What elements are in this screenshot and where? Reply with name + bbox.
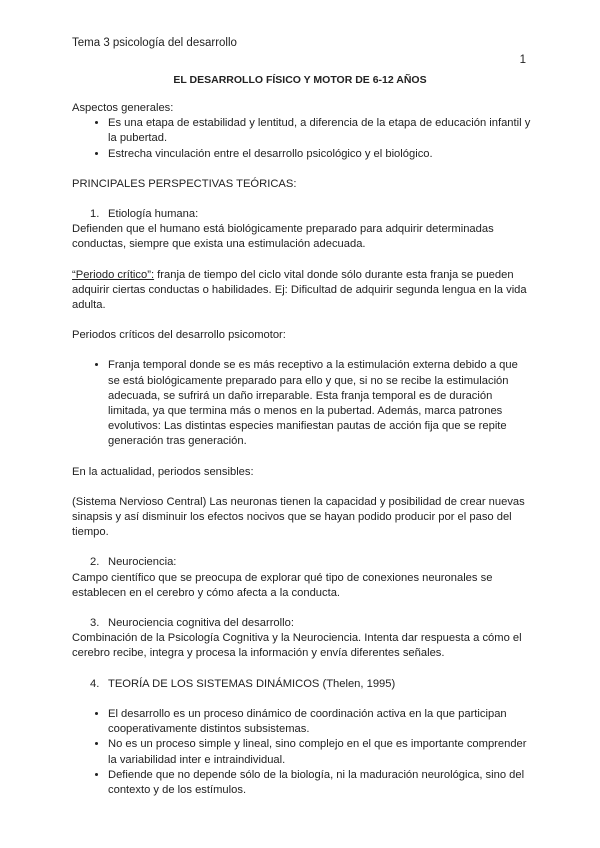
general-bullet-list: [72, 116, 531, 162]
section-number: 4.: [90, 677, 100, 690]
section-number: 2.: [90, 556, 100, 569]
neuro-cognitiva-text: Combinación de la Psicología Cognitiva y la Neurociencia. Intenta dar respuesta a cómo el cerebro recibe, integra y procesa la información y envía diferentes señales.: [72, 632, 522, 660]
section-number: 3.: [90, 617, 100, 630]
psicomotor-bullet-list: [72, 358, 531, 449]
general-heading: Aspectos generales:: [72, 102, 174, 114]
section-neurociencia-heading: [72, 555, 531, 570]
list-item: • Estrecha vinculación entre el desarrollo psicológico y el biológico.: [108, 147, 531, 162]
section-label: Etiología humana:: [108, 208, 199, 221]
psicomotor-heading: Periodos críticos del desarrollo psicomotor:: [72, 329, 286, 342]
neurociencia-text: Campo científico que se preocupa de explorar qué tipo de conexiones neuronales se establecen en el cerebro y cómo afecta a la conducta.: [72, 571, 493, 599]
section-label: Neurociencia:: [108, 556, 177, 569]
sensibles-heading: En la actualidad, periodos sensibles:: [72, 465, 254, 478]
section-neuro-cognitiva-heading: [72, 616, 531, 631]
section-label: Neurociencia cognitiva del desarrollo:: [108, 617, 294, 630]
list-item: • Defiende que no depende sólo de la biología, ni la maduración neurológica, sino del contexto y de los estímulos.: [108, 768, 531, 798]
section-etologia-heading: [72, 207, 531, 222]
sensibles-text: (Sistema Nervioso Central) Las neuronas tienen la capacidad y posibilidad de crear nuevas sinapsis y así disminuir los efectos nocivos que se hayan podido producir por el paso del tiempo.: [72, 495, 525, 539]
perspectives-heading: PRINCIPALES PERSPECTIVAS TEÓRICAS:: [72, 177, 297, 190]
sistemas-bullet-list: [72, 707, 531, 798]
list-item: • El desarrollo es un proceso dinámico de coordinación activa en la que participan cooperativamente distintos subsistemas.: [108, 707, 531, 737]
periodo-critico-paragraph: [72, 268, 531, 314]
page-header: Tema 3 psicología del desarrollo: [72, 37, 237, 49]
page-number: 1: [519, 54, 526, 66]
section-sistemas-heading: [72, 677, 531, 692]
list-item: • No es un proceso simple y lineal, sino complejo en el que es importante comprender la variabilidad inter e intraindividual.: [108, 737, 531, 767]
section-number: 1.: [90, 208, 100, 221]
etologia-text: Defienden que el humano está biológicamente preparado para adquirir determinadas conductas, siempre que exista una estimulación adecuada.: [72, 223, 494, 251]
periodo-critico-text: franja de tiempo del ciclo vital donde sólo durante esta franja se pueden adquirir ciertas conductas o habilidades. Ej: Dificultad de adquirir segunda lengua en la vida adulta.: [72, 268, 527, 312]
document-title: EL DESARROLLO FÍSICO Y MOTOR DE 6-12 AÑOS: [173, 74, 427, 86]
list-item: • Es una etapa de estabilidad y lentitud, a diferencia de la etapa de educación infantil y la pubertad.: [108, 116, 531, 146]
periodo-critico-term: “Periodo crítico”:: [72, 268, 155, 281]
document-body: [72, 101, 531, 798]
list-item: • Franja temporal donde se es más receptivo a la estimulación externa debido a que se está biológicamente preparado para ello y que, si no se recibe la estimulación adecuada, se sufrirá un daño irreparable. Esta franja temporal es de duración limitada, ya que termina más o menos en la pubertad. Además, marca patrones evolutivos: Las distintas especies manifiestan pautas de acción fija que se repite generación tras generación.: [108, 358, 531, 449]
section-label: TEORÍA DE LOS SISTEMAS DINÁMICOS (Thelen, 1995): [108, 677, 396, 690]
